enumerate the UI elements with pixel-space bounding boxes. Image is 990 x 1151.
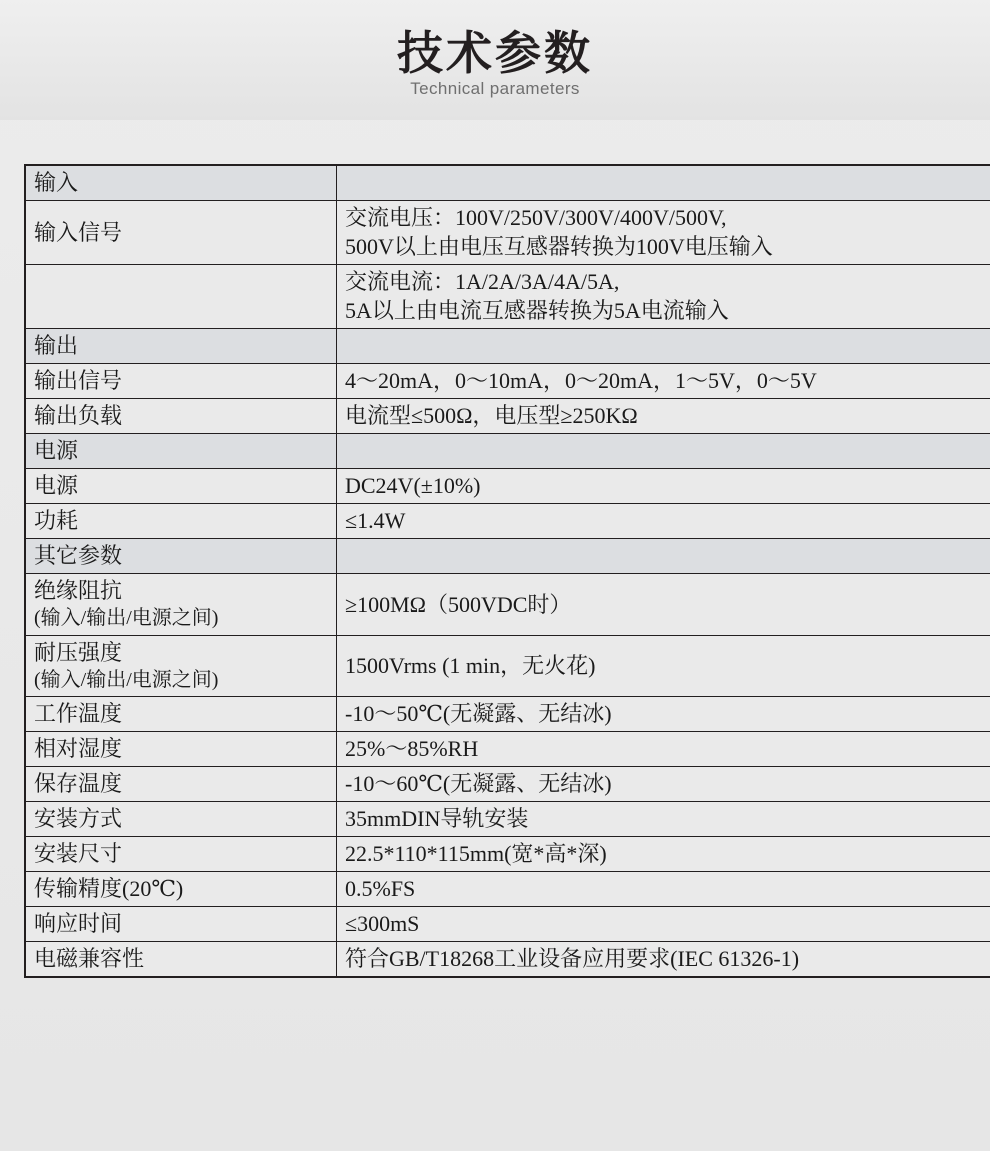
- table-cell-value: [337, 399, 990, 434]
- table-cell-label: 输出负载: [25, 399, 337, 434]
- table-cell-value-line: 交流电压：100V/250V/300V/400V/500V,: [345, 205, 727, 231]
- table-cell-value: [337, 329, 990, 364]
- table-cell-label: 工作温度: [25, 697, 337, 732]
- page-header: [0, 0, 990, 120]
- table-row: [25, 364, 990, 399]
- table-row: [25, 697, 990, 732]
- table-cell-label: 响应时间: [25, 907, 337, 942]
- table-cell-value: [337, 732, 990, 767]
- table-cell-value: [337, 635, 990, 696]
- table-cell-label: 相对湿度: [25, 732, 337, 767]
- table-cell-label: 电源: [25, 469, 337, 504]
- table-cell-value-line: ≤1.4W: [345, 508, 406, 534]
- table-row: [25, 504, 990, 539]
- table-row: [25, 942, 990, 978]
- table-cell-value-line: ≥100MΩ（500VDC时）: [345, 591, 572, 617]
- table-cell-label: [25, 574, 337, 635]
- table-section-row: [25, 329, 990, 364]
- table-cell-value: [337, 767, 990, 802]
- table-cell-value-line: 25%～85%RH: [345, 736, 479, 762]
- table-row: [25, 837, 990, 872]
- table-cell-value-line: -10～50℃(无凝露、无结冰): [345, 701, 612, 727]
- specifications-table-wrapper: [24, 164, 964, 978]
- table-cell-value-line: -10～60℃(无凝露、无结冰): [345, 771, 612, 797]
- table-cell-label-line: 耐压强度: [34, 639, 123, 665]
- table-cell-label-line: (输入/输出/电源之间): [34, 668, 219, 691]
- table-cell-value-line: 5A以上由电流互感器转换为5A电流输入: [345, 298, 729, 324]
- table-row: [25, 872, 990, 907]
- table-row: [25, 732, 990, 767]
- table-cell-label: [25, 265, 337, 329]
- table-cell-value: [337, 265, 990, 329]
- table-cell-label: 安装尺寸: [25, 837, 337, 872]
- table-cell-value: [337, 907, 990, 942]
- table-row: [25, 635, 990, 696]
- table-row: [25, 907, 990, 942]
- table-cell-value-line: 电流型≤500Ω，电压型≥250KΩ: [345, 403, 638, 429]
- table-row: [25, 201, 990, 265]
- table-cell-value: [337, 942, 990, 978]
- table-cell-label-line: 绝缘阻抗: [34, 578, 123, 604]
- page-title: 技术参数: [397, 26, 593, 79]
- table-cell-label: 电源: [25, 434, 337, 469]
- specifications-table: [24, 164, 990, 978]
- table-cell-value: [337, 697, 990, 732]
- table-cell-label-line: (输入/输出/电源之间): [34, 607, 219, 630]
- table-cell-value-line: ≤300mS: [345, 911, 420, 937]
- table-cell-value-line: 35mmDIN导轨安装: [345, 806, 529, 832]
- table-cell-value: [337, 802, 990, 837]
- table-cell-label: 输入: [25, 165, 337, 201]
- page-subtitle: Technical parameters: [410, 79, 580, 99]
- table-section-row: [25, 539, 990, 574]
- table-cell-value: [337, 574, 990, 635]
- table-cell-value-line: DC24V(±10%): [345, 473, 481, 499]
- table-cell-value-line: 500V以上由电压互感器转换为100V电压输入: [345, 234, 773, 260]
- table-cell-value: [337, 434, 990, 469]
- table-cell-value: [337, 469, 990, 504]
- table-cell-value-line: 4～20mA，0～10mA，0～20mA，1～5V，0～5V: [345, 368, 817, 394]
- table-cell-value-line: 交流电流：1A/2A/3A/4A/5A,: [345, 269, 620, 295]
- table-row: [25, 399, 990, 434]
- table-row: [25, 574, 990, 635]
- table-cell-label: [25, 635, 337, 696]
- table-cell-value: [337, 364, 990, 399]
- table-cell-label: 保存温度: [25, 767, 337, 802]
- table-cell-value: [337, 165, 990, 201]
- table-section-row: [25, 434, 990, 469]
- table-cell-value-line: 22.5*110*115mm(宽*高*深): [345, 841, 607, 867]
- table-cell-label: 电磁兼容性: [25, 942, 337, 978]
- table-cell-label: 其它参数: [25, 539, 337, 574]
- table-cell-label: 安装方式: [25, 802, 337, 837]
- table-cell-value: [337, 201, 990, 265]
- table-cell-value-line: 0.5%FS: [345, 876, 416, 902]
- table-row: [25, 802, 990, 837]
- table-row: [25, 469, 990, 504]
- table-cell-value-line: 符合GB/T18268工业设备应用要求(IEC 61326-1): [345, 946, 800, 972]
- table-cell-label: 功耗: [25, 504, 337, 539]
- table-cell-value-line: 1500Vrms (1 min，无火花): [345, 652, 596, 678]
- table-cell-label: 输入信号: [25, 201, 337, 265]
- table-cell-label: 输出信号: [25, 364, 337, 399]
- table-cell-value: [337, 539, 990, 574]
- table-cell-label: 传输精度(20℃): [25, 872, 337, 907]
- table-row: [25, 265, 990, 329]
- table-cell-label: 输出: [25, 329, 337, 364]
- table-cell-value: [337, 504, 990, 539]
- table-row: [25, 767, 990, 802]
- table-cell-value: [337, 872, 990, 907]
- table-section-row: [25, 165, 990, 201]
- table-cell-value: [337, 837, 990, 872]
